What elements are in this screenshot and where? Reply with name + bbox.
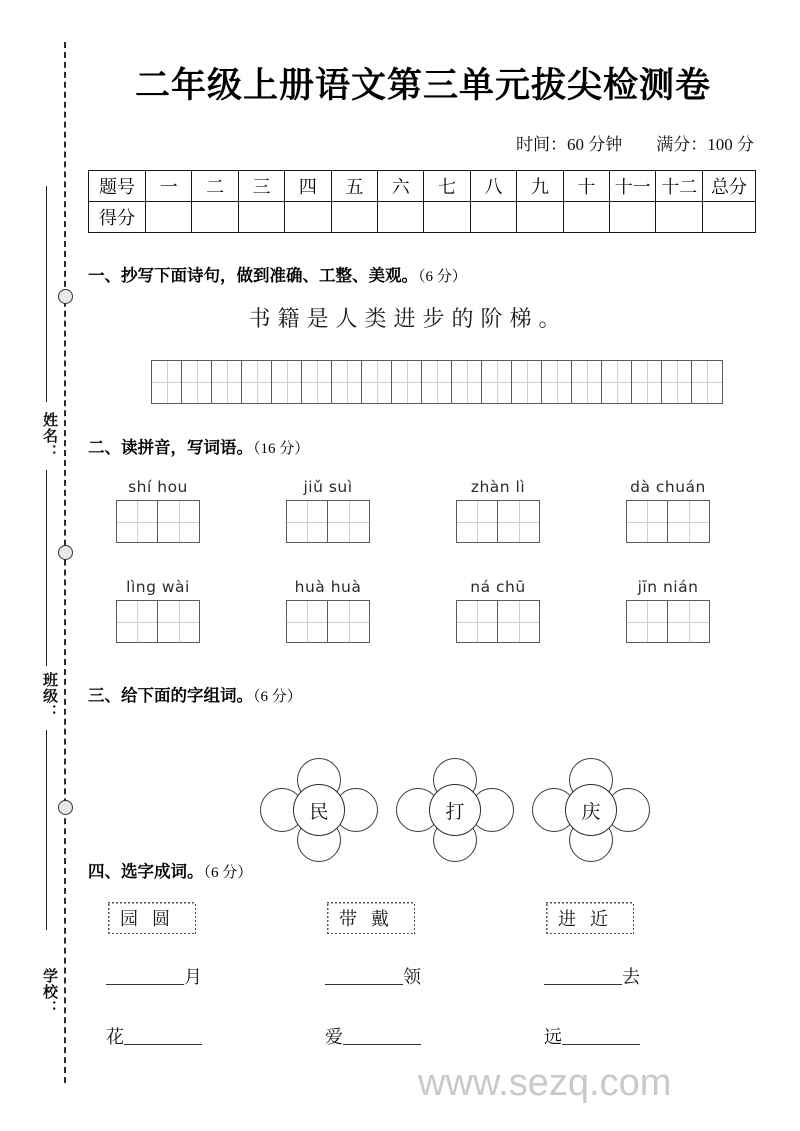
score-cell-9[interactable] <box>517 202 563 233</box>
score-cell-6[interactable] <box>378 202 424 233</box>
grid-cell[interactable] <box>662 361 692 403</box>
choice-box-3 <box>546 902 634 934</box>
margin-label-school: 学校： <box>41 968 57 1016</box>
grid-cell[interactable] <box>212 361 242 403</box>
fill-word-suffix: 领 <box>403 967 421 987</box>
flower-core-character: 庆 <box>565 784 617 836</box>
grid-cell[interactable] <box>668 601 709 642</box>
fill-blank-1[interactable] <box>106 963 202 989</box>
score-table-col-5: 五 <box>331 171 377 202</box>
pinyin-text: huà huà <box>294 578 362 596</box>
grid-cell[interactable] <box>328 601 369 642</box>
section-1-points: （6 分） <box>418 269 467 285</box>
score-cell-12[interactable] <box>656 202 703 233</box>
grid-cell[interactable] <box>627 501 668 542</box>
copy-writing-grid[interactable] <box>151 360 723 404</box>
fill-word-prefix: 远 <box>544 1027 562 1047</box>
choice-char-a: 园 <box>120 909 152 929</box>
section-4-title: 选字成词。 <box>121 863 204 881</box>
grid-cell[interactable] <box>498 501 539 542</box>
score-table-row-label: 题号 <box>89 171 146 202</box>
exam-meta <box>78 130 754 155</box>
pinyin-answer-grid[interactable] <box>626 500 710 543</box>
score-table-col-1: 一 <box>146 171 192 202</box>
choice-char-a: 带 <box>339 909 371 929</box>
fill-blank-2[interactable] <box>325 963 421 989</box>
grid-cell[interactable] <box>152 361 182 403</box>
margin-rule <box>46 186 47 402</box>
score-table-col-6: 六 <box>378 171 424 202</box>
margin-label-class: 班级： <box>41 672 57 720</box>
grid-cell[interactable] <box>287 501 328 542</box>
grid-cell[interactable] <box>287 601 328 642</box>
choice-char-a: 进 <box>558 909 590 929</box>
pinyin-answer-grid[interactable] <box>116 600 200 643</box>
grid-cell[interactable] <box>422 361 452 403</box>
grid-cell[interactable] <box>362 361 392 403</box>
score-cell-11[interactable] <box>610 202 656 233</box>
score-cell-3[interactable] <box>238 202 284 233</box>
grid-cell[interactable] <box>627 601 668 642</box>
pinyin-text: shí hou <box>128 478 188 496</box>
section-heading-2 <box>88 434 309 458</box>
score-table-col-4: 四 <box>285 171 331 202</box>
word-build-flower-2 <box>396 758 514 862</box>
section-heading-4 <box>88 858 252 882</box>
punch-hole <box>58 289 73 304</box>
score-cell-2[interactable] <box>192 202 238 233</box>
section-2-number: 二、 <box>88 439 121 457</box>
pinyin-text: lìng wài <box>126 578 190 596</box>
section-1-title: 抄写下面诗句，做到准确、工整、美观。 <box>121 267 418 285</box>
grid-cell[interactable] <box>692 361 722 403</box>
section-heading-3 <box>88 682 302 706</box>
section-2-title: 读拼音，写词语。 <box>121 439 253 457</box>
grid-cell[interactable] <box>457 601 498 642</box>
grid-cell[interactable] <box>302 361 332 403</box>
pinyin-answer-grid[interactable] <box>286 500 370 543</box>
pinyin-word-6 <box>286 578 370 643</box>
table-row-scores <box>89 202 756 233</box>
grid-cell[interactable] <box>572 361 602 403</box>
pinyin-text: zhàn lì <box>470 478 526 496</box>
grid-cell[interactable] <box>482 361 512 403</box>
section-3-title: 给下面的字组词。 <box>121 687 253 705</box>
section-4-number: 四、 <box>88 863 121 881</box>
word-build-flower-3 <box>532 758 650 862</box>
choice-char-b: 戴 <box>371 909 403 929</box>
grid-cell[interactable] <box>512 361 542 403</box>
answer-blank[interactable] <box>124 1029 202 1045</box>
exam-total-score: 满分：100 分 <box>656 135 754 154</box>
section-3-points: （6 分） <box>253 689 302 705</box>
binding-margin <box>0 0 78 1131</box>
grid-cell[interactable] <box>392 361 422 403</box>
pinyin-answer-grid[interactable] <box>456 600 540 643</box>
grid-cell[interactable] <box>498 601 539 642</box>
answer-blank[interactable] <box>562 1029 640 1045</box>
pinyin-word-3 <box>456 478 540 543</box>
grid-cell[interactable] <box>242 361 272 403</box>
margin-rule <box>46 470 47 666</box>
pinyin-answer-grid[interactable] <box>626 600 710 643</box>
pinyin-word-1 <box>116 478 200 543</box>
fill-word-suffix: 月 <box>184 967 202 987</box>
pinyin-answer-grid[interactable] <box>286 600 370 643</box>
answer-blank[interactable] <box>325 969 403 985</box>
grid-cell[interactable] <box>632 361 662 403</box>
flower-core-character: 民 <box>293 784 345 836</box>
section-1-number: 一、 <box>88 267 121 285</box>
answer-blank[interactable] <box>544 969 622 985</box>
score-table-score-label: 得分 <box>89 202 146 233</box>
pinyin-text: dà chuán <box>630 478 706 496</box>
pinyin-text: jīn nián <box>637 578 699 596</box>
grid-cell[interactable] <box>272 361 302 403</box>
pinyin-text: jiǔ suì <box>303 478 353 496</box>
exam-time: 时间：60 分钟 <box>516 135 623 154</box>
copy-sentence-text: 书籍是人类进步的阶梯。 <box>248 306 568 331</box>
score-table-col-12: 十二 <box>656 171 703 202</box>
answer-blank[interactable] <box>343 1029 421 1045</box>
fill-word-prefix: 花 <box>106 1027 124 1047</box>
page-title: 二年级上册语文第三单元拔尖检测卷 <box>134 66 711 105</box>
pinyin-word-2 <box>286 478 370 543</box>
pinyin-word-5 <box>116 578 200 643</box>
grid-cell[interactable] <box>668 501 709 542</box>
grid-cell[interactable] <box>117 601 158 642</box>
score-cell-8[interactable] <box>470 202 516 233</box>
page-body <box>78 0 800 1131</box>
score-table-col-11: 十一 <box>610 171 656 202</box>
score-table-col-2: 二 <box>192 171 238 202</box>
section-3-number: 三、 <box>88 687 121 705</box>
fill-blank-3[interactable] <box>544 963 640 989</box>
score-table-col-10: 十 <box>563 171 609 202</box>
grid-cell[interactable] <box>117 501 158 542</box>
choice-box-2 <box>327 902 415 934</box>
pinyin-answer-grid[interactable] <box>456 500 540 543</box>
score-cell-4[interactable] <box>285 202 331 233</box>
table-row-headers <box>89 171 756 202</box>
grid-cell[interactable] <box>602 361 632 403</box>
grid-cell[interactable] <box>452 361 482 403</box>
score-table-col-3: 三 <box>238 171 284 202</box>
grid-cell[interactable] <box>542 361 572 403</box>
grid-cell[interactable] <box>328 501 369 542</box>
grid-cell[interactable] <box>332 361 362 403</box>
flower-core-character: 打 <box>429 784 481 836</box>
binding-dashed-line <box>64 42 66 1083</box>
grid-cell[interactable] <box>457 501 498 542</box>
fill-blank-5[interactable] <box>325 1023 421 1049</box>
fill-blank-4[interactable] <box>106 1023 202 1049</box>
score-cell-7[interactable] <box>424 202 470 233</box>
site-watermark: www.sezq.com <box>418 1062 672 1104</box>
pinyin-word-4 <box>626 478 710 543</box>
score-table-col-8: 八 <box>470 171 516 202</box>
grid-cell[interactable] <box>158 501 199 542</box>
score-table-col-total: 总分 <box>703 171 756 202</box>
fill-word-prefix: 爱 <box>325 1027 343 1047</box>
pinyin-word-7 <box>456 578 540 643</box>
pinyin-answer-grid[interactable] <box>116 500 200 543</box>
score-table-col-7: 七 <box>424 171 470 202</box>
pinyin-word-8 <box>626 578 710 643</box>
grid-cell[interactable] <box>182 361 212 403</box>
section-heading-1 <box>88 262 467 286</box>
choice-char-b: 近 <box>590 909 622 929</box>
fill-blank-6[interactable] <box>544 1023 640 1049</box>
margin-rule <box>46 730 47 930</box>
word-build-flower-1 <box>260 758 378 862</box>
margin-label-name: 姓名： <box>41 412 57 460</box>
section-2-points: （16 分） <box>253 441 310 457</box>
fill-word-suffix: 去 <box>622 967 640 987</box>
score-cell-10[interactable] <box>563 202 609 233</box>
score-cell-1[interactable] <box>146 202 192 233</box>
score-cell-total[interactable] <box>703 202 756 233</box>
section-4-points: （6 分） <box>203 865 253 881</box>
choice-box-1 <box>108 902 196 934</box>
score-table <box>88 170 756 233</box>
punch-hole <box>58 800 73 815</box>
grid-cell[interactable] <box>158 601 199 642</box>
answer-blank[interactable] <box>106 969 184 985</box>
score-cell-5[interactable] <box>331 202 377 233</box>
choice-char-b: 圆 <box>152 909 184 929</box>
score-table-col-9: 九 <box>517 171 563 202</box>
pinyin-text: ná chū <box>470 578 526 596</box>
punch-hole <box>58 545 73 560</box>
